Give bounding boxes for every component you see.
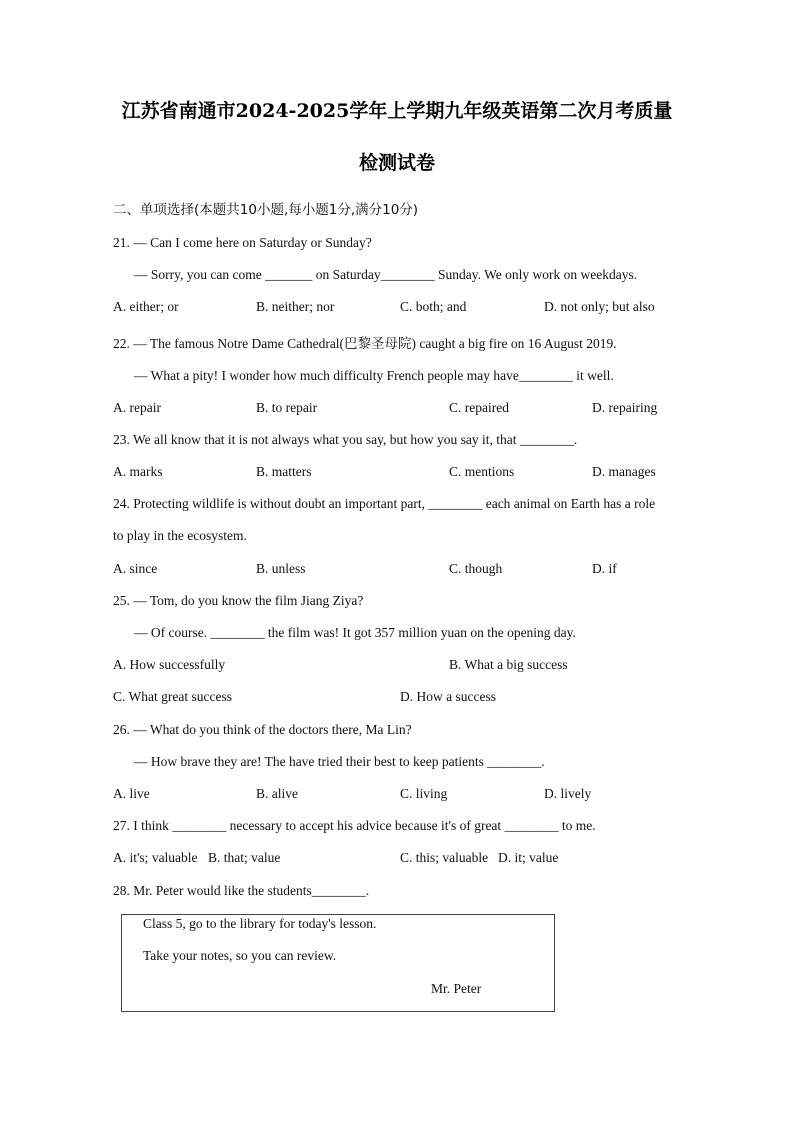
question-24-stem-continued: to play in the ecosystem. — [113, 528, 247, 543]
question-25-stem: 25. — Tom, do you know the film Jiang Ziya? — [113, 593, 364, 608]
question-22-option-b[interactable]: B. to repair — [256, 400, 318, 415]
question-22-stem: 22. — The famous Notre Dame Cathedral(巴黎圣母院) caught a big fire on 16 August 2019. — [113, 336, 617, 351]
question-23-stem: 23. We all know that it is not always what you say, but how you say it, that ________. — [113, 432, 578, 447]
question-27-option-a[interactable]: A. it's; valuable — [113, 850, 198, 865]
question-21-option-d[interactable]: D. not only; but also — [544, 299, 655, 314]
exam-title-line-1: 江苏省南通市2024-2025学年上学期九年级英语第二次月考质量 — [121, 100, 673, 122]
question-22-option-d[interactable]: D. repairing — [592, 400, 658, 415]
question-26-reply: — How brave they are! The have tried their best to keep patients ________. — [134, 754, 545, 769]
question-22-option-c[interactable]: C. repaired — [449, 400, 509, 415]
exam-title-line-2: 检测试卷 — [358, 152, 435, 174]
question-23-option-b[interactable]: B. matters — [256, 464, 312, 479]
question-25-reply: — Of course. ________ the film was! It got 357 million yuan on the opening day. — [134, 625, 576, 640]
question-24-stem: 24. Protecting wildlife is without doubt an important part, ________ each animal on Earth has a role — [113, 496, 656, 511]
question-24-option-d[interactable]: D. if — [592, 561, 617, 576]
question-27-option-d[interactable]: D. it; value — [498, 850, 559, 865]
question-27-option-b[interactable]: B. that; value — [208, 850, 281, 865]
question-21-option-b[interactable]: B. neither; nor — [256, 299, 335, 314]
question-25-option-b[interactable]: B. What a big success — [449, 657, 568, 672]
question-26-option-d[interactable]: D. lively — [544, 786, 592, 801]
question-23-option-c[interactable]: C. mentions — [449, 464, 515, 479]
notice-box — [121, 914, 555, 1012]
notice-line-2: Take your notes, so you can review. — [143, 948, 337, 963]
question-26-option-c[interactable]: C. living — [400, 786, 448, 801]
question-24-option-a[interactable]: A. since — [113, 561, 158, 576]
question-25-option-c[interactable]: C. What great success — [113, 689, 232, 704]
question-24-option-c[interactable]: C. though — [449, 561, 503, 576]
question-28-stem: 28. Mr. Peter would like the students________. — [113, 883, 370, 898]
question-26-option-a[interactable]: A. live — [113, 786, 150, 801]
notice-signature: Mr. Peter — [431, 981, 482, 996]
question-21-reply: — Sorry, you can come _______ on Saturday________ Sunday. We only work on weekdays. — [134, 267, 638, 282]
question-26-stem: 26. — What do you think of the doctors there, Ma Lin? — [113, 722, 412, 737]
question-27-option-c[interactable]: C. this; valuable — [400, 850, 489, 865]
question-24-option-b[interactable]: B. unless — [256, 561, 306, 576]
question-21-option-a[interactable]: A. either; or — [113, 299, 179, 314]
question-21-stem: 21. — Can I come here on Saturday or Sunday? — [113, 235, 372, 250]
question-23-option-d[interactable]: D. manages — [592, 464, 656, 479]
notice-line-1: Class 5, go to the library for today's lesson. — [143, 916, 377, 931]
question-26-option-b[interactable]: B. alive — [256, 786, 298, 801]
question-22-reply: — What a pity! I wonder how much difficulty French people may have________ it well. — [134, 368, 614, 383]
question-21-option-c[interactable]: C. both; and — [400, 299, 467, 314]
question-27-stem: 27. I think ________ necessary to accept his advice because it's of great ________ to me. — [113, 818, 596, 833]
question-25-option-d[interactable]: D. How a success — [400, 689, 496, 704]
question-25-option-a[interactable]: A. How successfully — [113, 657, 226, 672]
question-23-option-a[interactable]: A. marks — [113, 464, 163, 479]
section-heading: 二、单项选择(本题共10小题,每小题1分,满分10分) — [113, 202, 419, 218]
question-22-option-a[interactable]: A. repair — [113, 400, 161, 415]
